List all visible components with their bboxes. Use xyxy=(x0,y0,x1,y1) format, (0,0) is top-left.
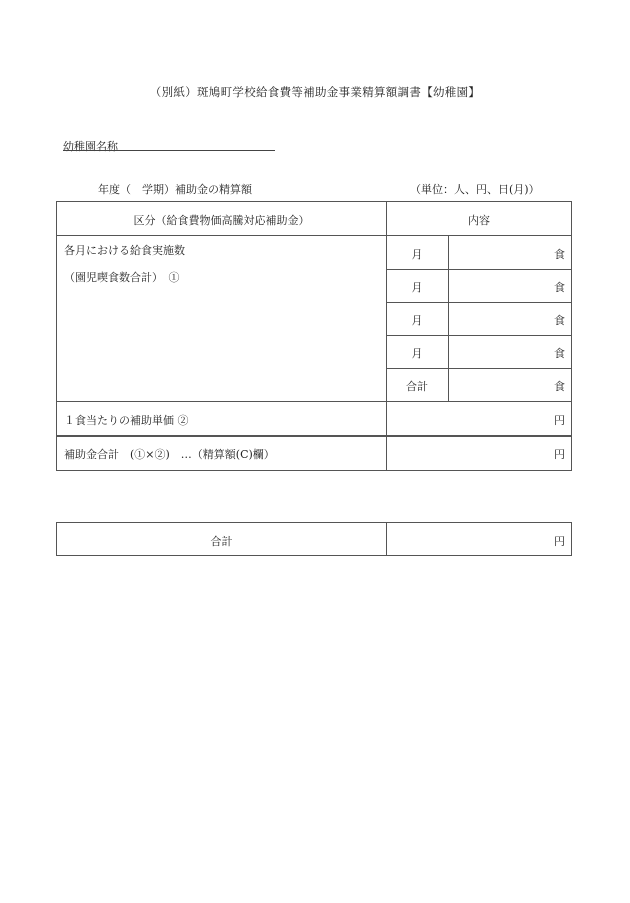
subsidy-table xyxy=(56,201,572,471)
monthly-meals-sublabel: （園児喫食数合計） ① xyxy=(64,271,180,284)
summary-total-field[interactable]: 円 xyxy=(554,535,565,548)
summary-table xyxy=(56,522,572,556)
header-category: 区分（給食費物価高騰対応補助金） xyxy=(133,214,310,227)
column-divider xyxy=(386,523,387,556)
month-unit: 月 xyxy=(411,281,423,294)
month-unit: 月 xyxy=(411,248,423,261)
section-divider xyxy=(57,435,572,437)
month-unit: 月 xyxy=(411,314,423,327)
meal-count-field[interactable]: 食 xyxy=(554,347,565,360)
meal-count-field[interactable]: 食 xyxy=(554,248,565,261)
subtotal-meals-field[interactable]: 食 xyxy=(554,380,565,393)
meal-count-field[interactable]: 食 xyxy=(554,314,565,327)
meal-count-field[interactable]: 食 xyxy=(554,281,565,294)
row-divider xyxy=(386,335,572,336)
period-label: 年度（ 学期）補助金の精算額 xyxy=(98,183,252,196)
unit-price-field[interactable]: 円 xyxy=(554,414,565,427)
document-title: （別紙）斑鳩町学校給食費等補助金事業精算額調書【幼稚園】 xyxy=(149,85,481,99)
kindergarten-name-label: 幼稚園名称 xyxy=(63,140,118,153)
summary-total-label: 合計 xyxy=(210,535,233,548)
section-divider xyxy=(57,401,572,402)
subsidy-total-field[interactable]: 円 xyxy=(554,448,565,461)
unit-label: （単位：人、円、日(月)） xyxy=(410,183,540,196)
header-content: 内容 xyxy=(468,214,490,227)
monthly-meals-label: 各月における給食実施数 xyxy=(64,244,185,257)
subsidy-total-label: 補助金合計 (①×②) …（精算額(C)欄） xyxy=(64,448,275,461)
month-unit: 月 xyxy=(411,347,423,360)
unit-price-label: １食当たりの補助単価 ② xyxy=(64,414,189,427)
kindergarten-name-field[interactable] xyxy=(63,150,275,151)
row-divider xyxy=(386,368,572,369)
subtotal-label: 合計 xyxy=(406,380,428,393)
row-divider xyxy=(386,302,572,303)
row-divider xyxy=(386,269,572,270)
column-divider xyxy=(386,202,387,471)
header-divider xyxy=(57,235,572,236)
